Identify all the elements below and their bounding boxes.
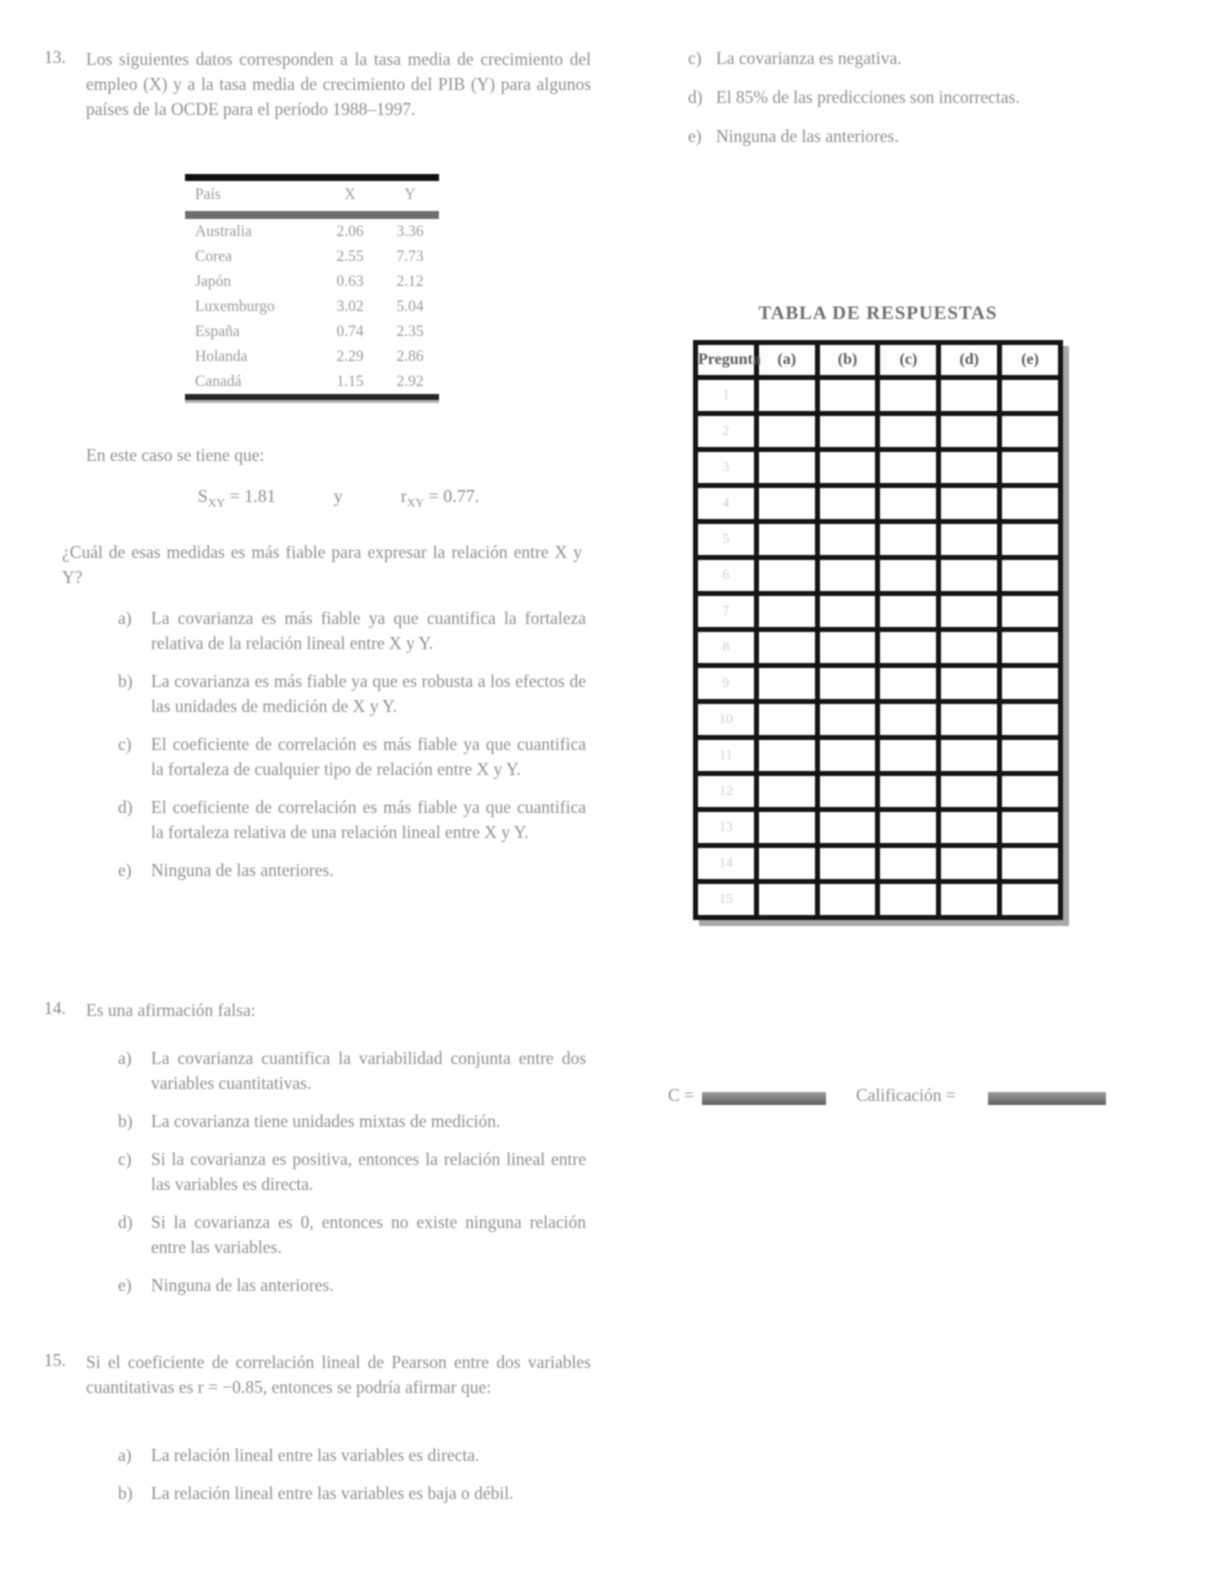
question-14-number: 14. bbox=[44, 998, 66, 1018]
y-value-cell: 2.92 bbox=[396, 372, 424, 390]
question-15-number: 15. bbox=[44, 1350, 66, 1370]
answer-table-row bbox=[696, 522, 1061, 558]
option-text: Ninguna de las anteriores. bbox=[151, 860, 334, 880]
answer-cell-a[interactable] bbox=[756, 450, 817, 486]
data-table-header-y: Y bbox=[404, 186, 416, 203]
answer-cell-d[interactable] bbox=[939, 846, 1000, 882]
table-top-rule bbox=[185, 174, 439, 181]
y-value-cell: 3.36 bbox=[396, 222, 424, 240]
table-row bbox=[185, 319, 439, 344]
answer-cell-d[interactable] bbox=[939, 378, 1000, 414]
answer-table-header-cell: (b) bbox=[817, 343, 878, 378]
answer-cell-e[interactable] bbox=[1000, 810, 1061, 846]
question-number-cell: 5 bbox=[696, 522, 757, 558]
option-text: La relación lineal entre las variables es baja o débil. bbox=[151, 1483, 514, 1503]
country-cell: Australia bbox=[195, 222, 252, 240]
option-label: a) bbox=[118, 1445, 132, 1465]
answer-cell-b[interactable] bbox=[817, 702, 878, 738]
option-label: c) bbox=[688, 48, 702, 68]
y-value-cell: 2.35 bbox=[396, 322, 424, 340]
option-label: d) bbox=[118, 1212, 133, 1232]
answer-cell-c[interactable] bbox=[878, 450, 939, 486]
answer-cell-c[interactable] bbox=[878, 882, 939, 918]
option-item bbox=[688, 124, 1156, 148]
data-table-header-pais: País bbox=[195, 186, 221, 203]
data-table-header-row bbox=[185, 181, 439, 209]
c-field-blank[interactable] bbox=[702, 1092, 826, 1105]
country-cell: Corea bbox=[195, 247, 233, 265]
x-value-cell: 2.29 bbox=[336, 347, 364, 365]
answer-cell-a[interactable] bbox=[756, 738, 817, 774]
option-item bbox=[118, 858, 586, 883]
question-number-cell: 7 bbox=[696, 594, 757, 630]
formula-rhs-symbol: r bbox=[400, 486, 407, 506]
table-row bbox=[185, 344, 439, 369]
answer-cell-d[interactable] bbox=[939, 666, 1000, 702]
answer-cell-c[interactable] bbox=[878, 666, 939, 702]
answer-table-row bbox=[696, 414, 1061, 450]
question-number-cell: 14 bbox=[696, 846, 757, 882]
table-row bbox=[185, 269, 439, 294]
question-number-cell: 3 bbox=[696, 450, 757, 486]
answer-cell-c[interactable] bbox=[878, 594, 939, 630]
question-13-number: 13. bbox=[44, 47, 66, 67]
answer-cell-c[interactable] bbox=[878, 702, 939, 738]
option-label: b) bbox=[118, 671, 133, 691]
answer-table-row bbox=[696, 738, 1061, 774]
answer-cell-b[interactable] bbox=[817, 738, 878, 774]
answer-cell-e[interactable] bbox=[1000, 630, 1061, 666]
answer-table-row bbox=[696, 630, 1061, 666]
answer-cell-a[interactable] bbox=[756, 414, 817, 450]
answer-cell-e[interactable] bbox=[1000, 774, 1061, 810]
answer-cell-b[interactable] bbox=[817, 846, 878, 882]
answer-cell-e[interactable] bbox=[1000, 738, 1061, 774]
country-cell: Luxemburgo bbox=[195, 297, 275, 315]
answer-table-row bbox=[696, 882, 1061, 918]
answer-table bbox=[693, 340, 1063, 920]
formula-conjunction: y bbox=[333, 486, 343, 506]
question-number-cell: 4 bbox=[696, 486, 757, 522]
option-item bbox=[118, 1046, 586, 1096]
answer-table-row bbox=[696, 558, 1061, 594]
data-table-body bbox=[185, 219, 439, 394]
answer-table-row bbox=[696, 450, 1061, 486]
answer-table-header-cell: (a) bbox=[756, 343, 817, 378]
option-item bbox=[118, 606, 586, 656]
answer-table-row bbox=[696, 702, 1061, 738]
formula-line bbox=[86, 486, 591, 511]
answer-cell-e[interactable] bbox=[1000, 450, 1061, 486]
option-label: a) bbox=[118, 1048, 132, 1068]
option-text: La covarianza es más fiable ya que cuantifica la fortaleza relativa de la relación lineal entre X y Y. bbox=[151, 608, 586, 653]
question-13-options bbox=[118, 606, 586, 896]
answer-table-header-cell: Pregunta bbox=[696, 343, 757, 378]
option-label: e) bbox=[118, 860, 132, 880]
option-item bbox=[118, 1481, 586, 1506]
option-label: d) bbox=[118, 797, 133, 817]
question-13-prompt: ¿Cuál de esas medidas es más fiable para expresar la relación entre X y Y? bbox=[62, 542, 582, 587]
x-value-cell: 1.15 bbox=[336, 372, 364, 390]
question-number-cell: 10 bbox=[696, 702, 757, 738]
question-15-options bbox=[118, 1443, 586, 1519]
answer-cell-a[interactable] bbox=[756, 486, 817, 522]
formula-lhs-subscript: XY bbox=[207, 495, 226, 510]
answer-cell-a[interactable] bbox=[756, 666, 817, 702]
question-number-cell: 11 bbox=[696, 738, 757, 774]
country-cell: Japón bbox=[195, 272, 232, 290]
answer-cell-b[interactable] bbox=[817, 522, 878, 558]
x-value-cell: 0.74 bbox=[336, 322, 364, 340]
option-label: d) bbox=[688, 87, 703, 107]
answer-cell-c[interactable] bbox=[878, 522, 939, 558]
y-value-cell: 5.04 bbox=[396, 297, 424, 315]
answer-table-row bbox=[696, 594, 1061, 630]
answer-cell-e[interactable] bbox=[1000, 666, 1061, 702]
answer-cell-b[interactable] bbox=[817, 594, 878, 630]
answer-table-row bbox=[696, 378, 1061, 414]
answer-table-header-cell: (c) bbox=[878, 343, 939, 378]
answer-cell-a[interactable] bbox=[756, 522, 817, 558]
answer-cell-a[interactable] bbox=[756, 882, 817, 918]
answer-cell-b[interactable] bbox=[817, 810, 878, 846]
answer-cell-e[interactable] bbox=[1000, 594, 1061, 630]
answer-cell-d[interactable] bbox=[939, 810, 1000, 846]
answer-cell-e[interactable] bbox=[1000, 486, 1061, 522]
answer-table-header-row bbox=[696, 343, 1061, 378]
answer-cell-e[interactable] bbox=[1000, 882, 1061, 918]
question-number-cell: 1 bbox=[696, 378, 757, 414]
option-item bbox=[118, 669, 586, 719]
option-item bbox=[118, 1443, 586, 1468]
x-value-cell: 2.06 bbox=[336, 222, 364, 240]
answer-table-row bbox=[696, 846, 1061, 882]
answer-cell-d[interactable] bbox=[939, 414, 1000, 450]
answer-cell-a[interactable] bbox=[756, 702, 817, 738]
question-number-cell: 13 bbox=[696, 810, 757, 846]
question-number-cell: 12 bbox=[696, 774, 757, 810]
y-value-cell: 2.86 bbox=[396, 347, 424, 365]
y-value-cell: 7.73 bbox=[396, 247, 424, 265]
answer-cell-c[interactable] bbox=[878, 774, 939, 810]
question-number-cell: 6 bbox=[696, 558, 757, 594]
option-label: c) bbox=[118, 734, 132, 754]
option-text: Si la covarianza es 0, entonces no existe ninguna relación entre las variables. bbox=[151, 1212, 586, 1257]
answer-cell-a[interactable] bbox=[756, 630, 817, 666]
option-label: a) bbox=[118, 608, 132, 628]
question-number-cell: 15 bbox=[696, 882, 757, 918]
answer-cell-a[interactable] bbox=[756, 810, 817, 846]
option-text: Si la covarianza es positiva, entonces la relación lineal entre las variables es directa. bbox=[151, 1149, 586, 1194]
calificacion-field-label: Calificación = bbox=[856, 1085, 956, 1105]
option-item bbox=[118, 732, 586, 782]
answer-cell-e[interactable] bbox=[1000, 378, 1061, 414]
option-text: La covarianza cuantifica la variabilidad conjunta entre dos variables cuantitativas. bbox=[151, 1048, 586, 1093]
answer-table-row bbox=[696, 774, 1061, 810]
option-item bbox=[118, 1109, 586, 1134]
option-item bbox=[688, 85, 1156, 109]
data-table-countries bbox=[185, 174, 439, 403]
answer-cell-e[interactable] bbox=[1000, 522, 1061, 558]
answer-table-row bbox=[696, 810, 1061, 846]
answer-cell-e[interactable] bbox=[1000, 414, 1061, 450]
option-label: e) bbox=[688, 126, 702, 146]
y-value-cell: 2.12 bbox=[396, 272, 424, 290]
question-13-intro: Los siguientes datos corresponden a la tasa media de crecimiento del empleo (X) y a la tasa media de crecimiento del PIB (Y) para algunos países de la OCDE para el período 1988–1997. bbox=[86, 49, 591, 119]
answer-cell-d[interactable] bbox=[939, 450, 1000, 486]
answer-cell-b[interactable] bbox=[817, 882, 878, 918]
answer-cell-c[interactable] bbox=[878, 558, 939, 594]
option-text: El coeficiente de correlación es más fiable ya que cuantifica la fortaleza de cualquier tipo de relación entre X y Y. bbox=[151, 734, 586, 779]
question-number-cell: 9 bbox=[696, 666, 757, 702]
option-text: La covarianza es negativa. bbox=[716, 48, 902, 68]
answer-cell-d[interactable] bbox=[939, 882, 1000, 918]
answer-cell-a[interactable] bbox=[756, 378, 817, 414]
option-label: b) bbox=[118, 1483, 133, 1503]
answer-cell-e[interactable] bbox=[1000, 702, 1061, 738]
answer-cell-d[interactable] bbox=[939, 558, 1000, 594]
answer-table-row bbox=[696, 486, 1061, 522]
answer-cell-c[interactable] bbox=[878, 414, 939, 450]
answer-cell-d[interactable] bbox=[939, 774, 1000, 810]
table-mid-rule bbox=[185, 211, 439, 219]
answer-cell-a[interactable] bbox=[756, 594, 817, 630]
answer-table-header-cell: (d) bbox=[939, 343, 1000, 378]
option-item bbox=[118, 1273, 586, 1298]
continuation-options bbox=[688, 46, 1156, 163]
option-text: Ninguna de las anteriores. bbox=[151, 1275, 334, 1295]
answer-table-body bbox=[696, 378, 1061, 918]
answer-cell-c[interactable] bbox=[878, 378, 939, 414]
option-label: e) bbox=[118, 1275, 132, 1295]
question-13-note: En este caso se tiene que: bbox=[86, 445, 265, 465]
answer-cell-a[interactable] bbox=[756, 558, 817, 594]
question-15-intro: Si el coeficiente de correlación lineal de Pearson entre dos variables cuantitativas es r = −0.85, entonces se podría afirmar que: bbox=[86, 1352, 591, 1397]
answer-table-title: TABLA DE RESPUESTAS bbox=[758, 303, 998, 324]
option-text: El 85% de las predicciones son incorrectas. bbox=[716, 87, 1020, 107]
formula-rhs-subscript: XY bbox=[406, 495, 425, 510]
answer-table-row bbox=[696, 666, 1061, 702]
answer-cell-d[interactable] bbox=[939, 738, 1000, 774]
answer-cell-b[interactable] bbox=[817, 450, 878, 486]
answer-cell-c[interactable] bbox=[878, 738, 939, 774]
x-value-cell: 2.55 bbox=[336, 247, 364, 265]
option-text: La covarianza es más fiable ya que es robusta a los efectos de las unidades de medición de X y Y. bbox=[151, 671, 586, 716]
option-text: La covarianza tiene unidades mixtas de medición. bbox=[151, 1111, 501, 1131]
country-cell: Holanda bbox=[195, 347, 248, 365]
country-cell: España bbox=[195, 322, 240, 340]
answer-cell-b[interactable] bbox=[817, 666, 878, 702]
calificacion-field-blank[interactable] bbox=[988, 1092, 1106, 1105]
c-field-label: C = bbox=[668, 1085, 694, 1105]
answer-cell-c[interactable] bbox=[878, 810, 939, 846]
country-cell: Canadá bbox=[195, 372, 242, 390]
table-bottom-rule-shadow bbox=[185, 400, 439, 403]
option-text: La relación lineal entre las variables es directa. bbox=[151, 1445, 480, 1465]
answer-cell-d[interactable] bbox=[939, 486, 1000, 522]
answer-cell-a[interactable] bbox=[756, 774, 817, 810]
answer-cell-b[interactable] bbox=[817, 558, 878, 594]
question-14-intro: Es una afirmación falsa: bbox=[86, 1000, 256, 1020]
option-label: b) bbox=[118, 1111, 133, 1131]
answer-cell-d[interactable] bbox=[939, 630, 1000, 666]
answer-cell-e[interactable] bbox=[1000, 846, 1061, 882]
answer-cell-b[interactable] bbox=[817, 774, 878, 810]
x-value-cell: 0.63 bbox=[336, 272, 364, 290]
formula-rhs-value: = 0.77. bbox=[428, 486, 480, 506]
answer-cell-b[interactable] bbox=[817, 378, 878, 414]
x-value-cell: 3.02 bbox=[336, 297, 364, 315]
option-item bbox=[118, 795, 586, 845]
table-row bbox=[185, 244, 439, 269]
answer-cell-b[interactable] bbox=[817, 414, 878, 450]
answer-cell-c[interactable] bbox=[878, 630, 939, 666]
question-14-options bbox=[118, 1046, 586, 1311]
formula-lhs-value: = 1.81 bbox=[229, 486, 276, 506]
data-table-header-x: X bbox=[344, 186, 356, 203]
answer-cell-e[interactable] bbox=[1000, 558, 1061, 594]
option-item bbox=[688, 46, 1156, 70]
option-label: c) bbox=[118, 1149, 132, 1169]
answer-cell-d[interactable] bbox=[939, 522, 1000, 558]
question-number-cell: 8 bbox=[696, 630, 757, 666]
option-text: El coeficiente de correlación es más fiable ya que cuantifica la fortaleza relativa de una relación lineal entre X y Y. bbox=[151, 797, 586, 842]
answer-cell-c[interactable] bbox=[878, 846, 939, 882]
answer-cell-c[interactable] bbox=[878, 486, 939, 522]
formula-lhs-symbol: S bbox=[197, 486, 208, 506]
question-number-cell: 2 bbox=[696, 414, 757, 450]
answer-table-header-cell: (e) bbox=[1000, 343, 1061, 378]
table-row bbox=[185, 369, 439, 394]
table-row bbox=[185, 294, 439, 319]
table-row bbox=[185, 219, 439, 244]
option-item bbox=[118, 1147, 586, 1197]
answer-cell-a[interactable] bbox=[756, 846, 817, 882]
option-item bbox=[118, 1210, 586, 1260]
answer-cell-b[interactable] bbox=[817, 630, 878, 666]
option-text: Ninguna de las anteriores. bbox=[716, 126, 899, 146]
answer-cell-b[interactable] bbox=[817, 486, 878, 522]
answer-cell-d[interactable] bbox=[939, 594, 1000, 630]
answer-cell-d[interactable] bbox=[939, 702, 1000, 738]
